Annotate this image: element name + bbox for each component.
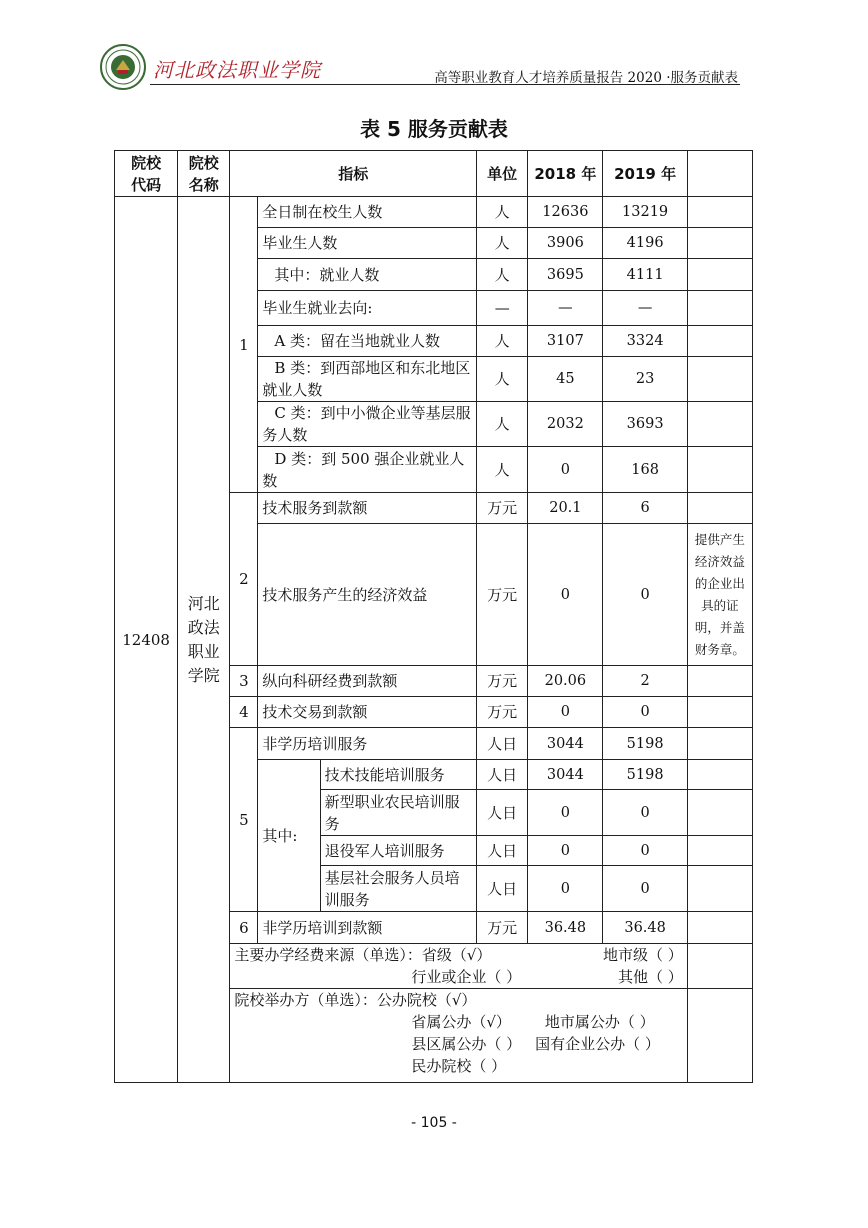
col-header-2018: 2018 年 bbox=[528, 151, 603, 197]
row-label: 技术服务产生的经济效益 bbox=[258, 524, 477, 666]
row-2019: 3324 bbox=[603, 326, 687, 357]
row-2018: 3107 bbox=[528, 326, 603, 357]
row-2018: — bbox=[528, 291, 603, 326]
row-2019: 4196 bbox=[603, 228, 687, 259]
row-note bbox=[687, 326, 752, 357]
row-note bbox=[687, 402, 752, 447]
row-unit: 万元 bbox=[477, 493, 528, 524]
college-code: 12408 bbox=[115, 197, 178, 1083]
row-unit: 人 bbox=[477, 326, 528, 357]
row-2018: 12636 bbox=[528, 197, 603, 228]
row-2019: 2 bbox=[603, 666, 687, 697]
sponsor-option-soe: 国有企业公办（ ） bbox=[535, 1035, 660, 1053]
row-unit: 人日 bbox=[477, 790, 528, 836]
row-note bbox=[687, 259, 752, 291]
row-label: D 类：到 500 强企业就业人数 bbox=[258, 447, 477, 493]
funding-option-industry: 行业或企业（ ） bbox=[411, 968, 522, 986]
row-2019: 5198 bbox=[603, 728, 687, 760]
row-2019: — bbox=[603, 291, 687, 326]
row-label: 毕业生人数 bbox=[258, 228, 477, 259]
row-2018: 2032 bbox=[528, 402, 603, 447]
row-unit: 人 bbox=[477, 402, 528, 447]
row-note bbox=[687, 728, 752, 760]
college-name: 河北政法职业学院 bbox=[178, 197, 230, 1083]
group-number: 4 bbox=[230, 697, 258, 728]
row-note bbox=[687, 760, 752, 790]
row-note bbox=[687, 493, 752, 524]
row-2018: 0 bbox=[528, 790, 603, 836]
row-unit: — bbox=[477, 291, 528, 326]
report-title: 高等职业教育人才培养质量报告 2020 ·服务贡献表 bbox=[434, 70, 738, 86]
row-2019: 0 bbox=[603, 836, 687, 866]
sponsor-option-private: 民办院校（ ） bbox=[411, 1057, 507, 1075]
row-2019: 0 bbox=[603, 697, 687, 728]
row-note bbox=[687, 866, 752, 912]
row-2019: 13219 bbox=[603, 197, 687, 228]
row-note bbox=[687, 790, 752, 836]
sponsor-option-county: 县区属公办（ ） bbox=[411, 1035, 522, 1053]
row-2018: 3906 bbox=[528, 228, 603, 259]
row-label: 全日制在校生人数 bbox=[258, 197, 477, 228]
row-note bbox=[687, 447, 752, 493]
row-unit: 万元 bbox=[477, 666, 528, 697]
row-2019: 36.48 bbox=[603, 912, 687, 944]
row-unit: 人 bbox=[477, 447, 528, 493]
row-2019: 4111 bbox=[603, 259, 687, 291]
row-unit: 万元 bbox=[477, 697, 528, 728]
row-2019: 3693 bbox=[603, 402, 687, 447]
table-title: 表 5 服务贡献表 bbox=[360, 117, 508, 141]
row-2018: 36.48 bbox=[528, 912, 603, 944]
group-number: 5 bbox=[230, 728, 258, 912]
row-2018: 0 bbox=[528, 836, 603, 866]
row-2018: 3044 bbox=[528, 760, 603, 790]
row-unit: 人日 bbox=[477, 728, 528, 760]
row-note bbox=[687, 228, 752, 259]
row-note bbox=[687, 697, 752, 728]
row-2019: 0 bbox=[603, 866, 687, 912]
row-label: 其中：就业人数 bbox=[258, 259, 477, 291]
group-number: 6 bbox=[230, 912, 258, 944]
row-2019: 168 bbox=[603, 447, 687, 493]
row-2019: 5198 bbox=[603, 760, 687, 790]
college-logo-text: 河北政法职业学院 bbox=[153, 58, 321, 82]
row-label: 技术交易到款额 bbox=[258, 697, 477, 728]
row-note bbox=[687, 357, 752, 402]
college-emblem-icon bbox=[100, 44, 146, 90]
row-note bbox=[687, 197, 752, 228]
funding-note bbox=[687, 944, 752, 989]
row-unit: 人日 bbox=[477, 866, 528, 912]
group-number: 3 bbox=[230, 666, 258, 697]
row-unit: 人日 bbox=[477, 836, 528, 866]
row-unit: 人 bbox=[477, 197, 528, 228]
row-2018: 20.1 bbox=[528, 493, 603, 524]
funding-label: 主要办学经费来源（单选）： bbox=[234, 946, 422, 964]
sponsor-block bbox=[230, 989, 687, 1083]
row-label: 技术技能培训服务 bbox=[320, 760, 477, 790]
row-label: C 类：到中小微企业等基层服务人数 bbox=[258, 402, 477, 447]
sponsor-option-provincial: 省属公办（√） bbox=[411, 1013, 511, 1031]
col-header-code: 院校代码 bbox=[115, 151, 178, 197]
row-note bbox=[687, 912, 752, 944]
row-note bbox=[687, 666, 752, 697]
row-label: 非学历培训到款额 bbox=[258, 912, 477, 944]
row-2018: 20.06 bbox=[528, 666, 603, 697]
sponsor-option-public: 公办院校（√） bbox=[376, 991, 477, 1009]
group-number: 2 bbox=[230, 493, 258, 666]
sponsor-label: 院校举办方（单选）： bbox=[234, 991, 377, 1009]
row-unit: 人 bbox=[477, 357, 528, 402]
row-2018: 0 bbox=[528, 697, 603, 728]
funding-option-city: 地市级（ ） bbox=[602, 946, 683, 964]
row-label: 技术服务到款额 bbox=[258, 493, 477, 524]
row-2018: 3044 bbox=[528, 728, 603, 760]
row-2019: 0 bbox=[603, 524, 687, 666]
row-2018: 0 bbox=[528, 447, 603, 493]
among-label: 其中: bbox=[258, 760, 320, 912]
row-label: 基层社会服务人员培训服务 bbox=[320, 866, 477, 912]
row-note bbox=[687, 291, 752, 326]
header-rule bbox=[150, 84, 740, 85]
row-label: 毕业生就业去向: bbox=[258, 291, 477, 326]
row-note: 提供产生经济效益的企业出具的证明，并盖财务章。 bbox=[687, 524, 752, 666]
sponsor-note bbox=[687, 989, 752, 1083]
row-label: 退役军人培训服务 bbox=[320, 836, 477, 866]
row-2018: 3695 bbox=[528, 259, 603, 291]
row-unit: 万元 bbox=[477, 912, 528, 944]
col-header-name: 院校名称 bbox=[178, 151, 230, 197]
row-label: 非学历培训服务 bbox=[258, 728, 477, 760]
row-2019: 0 bbox=[603, 790, 687, 836]
table-row bbox=[115, 197, 753, 228]
row-label: 纵向科研经费到款额 bbox=[258, 666, 477, 697]
row-label: 新型职业农民培训服务 bbox=[320, 790, 477, 836]
row-2019: 23 bbox=[603, 357, 687, 402]
row-2018: 45 bbox=[528, 357, 603, 402]
group-number: 1 bbox=[230, 197, 258, 493]
row-2018: 0 bbox=[528, 524, 603, 666]
page-number: - 105 - bbox=[411, 1115, 457, 1131]
funding-option-other: 其他（ ） bbox=[617, 968, 683, 986]
row-note bbox=[687, 836, 752, 866]
row-unit: 人 bbox=[477, 228, 528, 259]
table-header-row bbox=[115, 151, 753, 197]
row-unit: 万元 bbox=[477, 524, 528, 666]
service-contribution-table bbox=[114, 150, 753, 1083]
row-2018: 0 bbox=[528, 866, 603, 912]
sponsor-option-city: 地市属公办（ ） bbox=[544, 1013, 655, 1031]
row-label: A 类：留在当地就业人数 bbox=[258, 326, 477, 357]
row-2019: 6 bbox=[603, 493, 687, 524]
col-header-unit: 单位 bbox=[477, 151, 528, 197]
row-label: B 类：到西部地区和东北地区就业人数 bbox=[258, 357, 477, 402]
row-unit: 人 bbox=[477, 259, 528, 291]
col-header-indicator: 指标 bbox=[230, 151, 477, 197]
funding-option-provincial: 省级（√） bbox=[421, 946, 492, 964]
col-header-2019: 2019 年 bbox=[603, 151, 687, 197]
row-unit: 人日 bbox=[477, 760, 528, 790]
col-header-note bbox=[687, 151, 752, 197]
funding-source-block bbox=[230, 944, 687, 989]
